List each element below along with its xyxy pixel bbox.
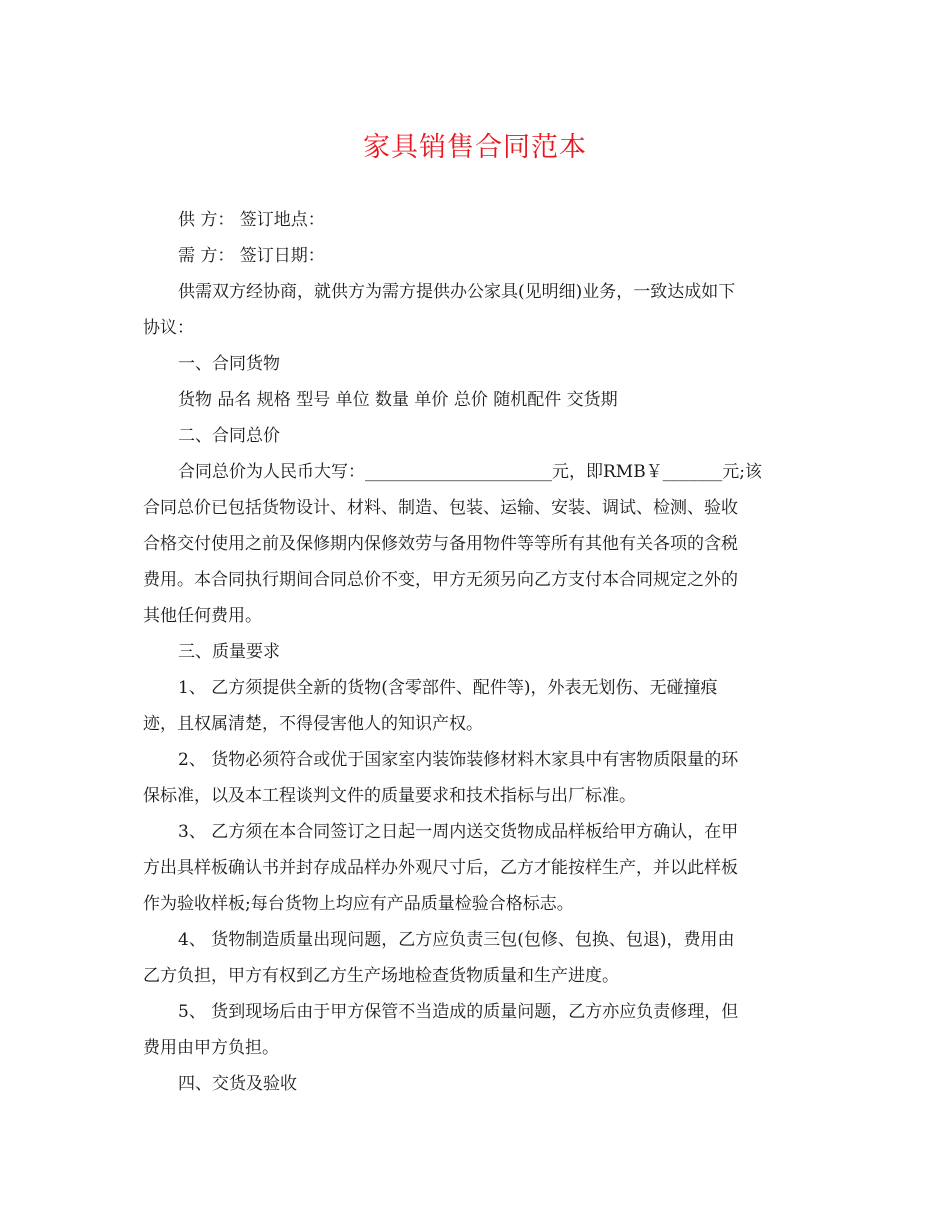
text-line: 1、 乙方须提供全新的货物(含零部件、配件等)，外表无划伤、无碰撞痕 [178,678,718,698]
text-line: 需 方： 签订日期： [178,246,325,266]
text-line: 迹，且权属清楚，不得侵害他人的知识产权。 [143,714,483,734]
text-line: 其他任何费用。 [143,606,262,626]
text-line: 3、 乙方须在本合同签订之日起一周内送交货物成品样板给甲方确认，在甲 [178,822,739,842]
document-title: 家具销售合同范本 [363,132,587,163]
text-line: 保标准，以及本工程谈判文件的质量要求和技术指标与出厂标准。 [143,786,636,806]
text-line: 方出具样板确认书并封存成品样办外观尺寸后，乙方才能按样生产，并以此样板 [143,858,738,878]
text-line: 四、交货及验收 [178,1074,297,1094]
text-line: 2、 货物必须符合或优于国家室内装饰装修材料木家具中有害物质限量的环 [178,750,739,770]
text-line: 一、合同货物 [178,354,280,374]
text-line: 费用由甲方负担。 [143,1038,279,1058]
text-line: 5、 货到现场后由于甲方保管不当造成的质量问题，乙方亦应负责修理，但 [178,1002,739,1022]
text-line: 合格交付使用之前及保修期内保修效劳与备用物件等等所有其他有关各项的含税 [143,534,738,554]
text-line: 二、合同总价 [178,426,280,446]
text-line: 货物 品名 规格 型号 单位 数量 单价 总价 随机配件 交货期 [178,390,618,410]
text-line: 乙方负担，甲方有权到乙方生产场地检查货物质量和生产进度。 [143,966,619,986]
text-line: 合同总价已包括货物设计、材料、制造、包装、运输、安装、调试、检测、验收 [143,498,738,518]
text-line: 协议： [143,318,194,338]
text-line: 作为验收样板;每台货物上均应有产品质量检验合格标志。 [143,894,574,914]
text-line: 供 方： 签订地点： [178,210,325,230]
text-line: 4、 货物制造质量出现问题，乙方应负责三包(包修、包换、包退)，费用由 [178,930,735,950]
text-line: 三、质量要求 [178,642,280,662]
text-line: 供需双方经协商，就供方为需方提供办公家具(见明细)业务，一致达成如下 [178,282,736,302]
text-line: 合同总价为人民币大写：______________________元，即RMB￥_______元;该 [178,462,762,482]
document-body [143,202,809,1102]
text-line: 费用。本合同执行期间合同总价不变，甲方无须另向乙方支付本合同规定之外的 [143,570,738,590]
